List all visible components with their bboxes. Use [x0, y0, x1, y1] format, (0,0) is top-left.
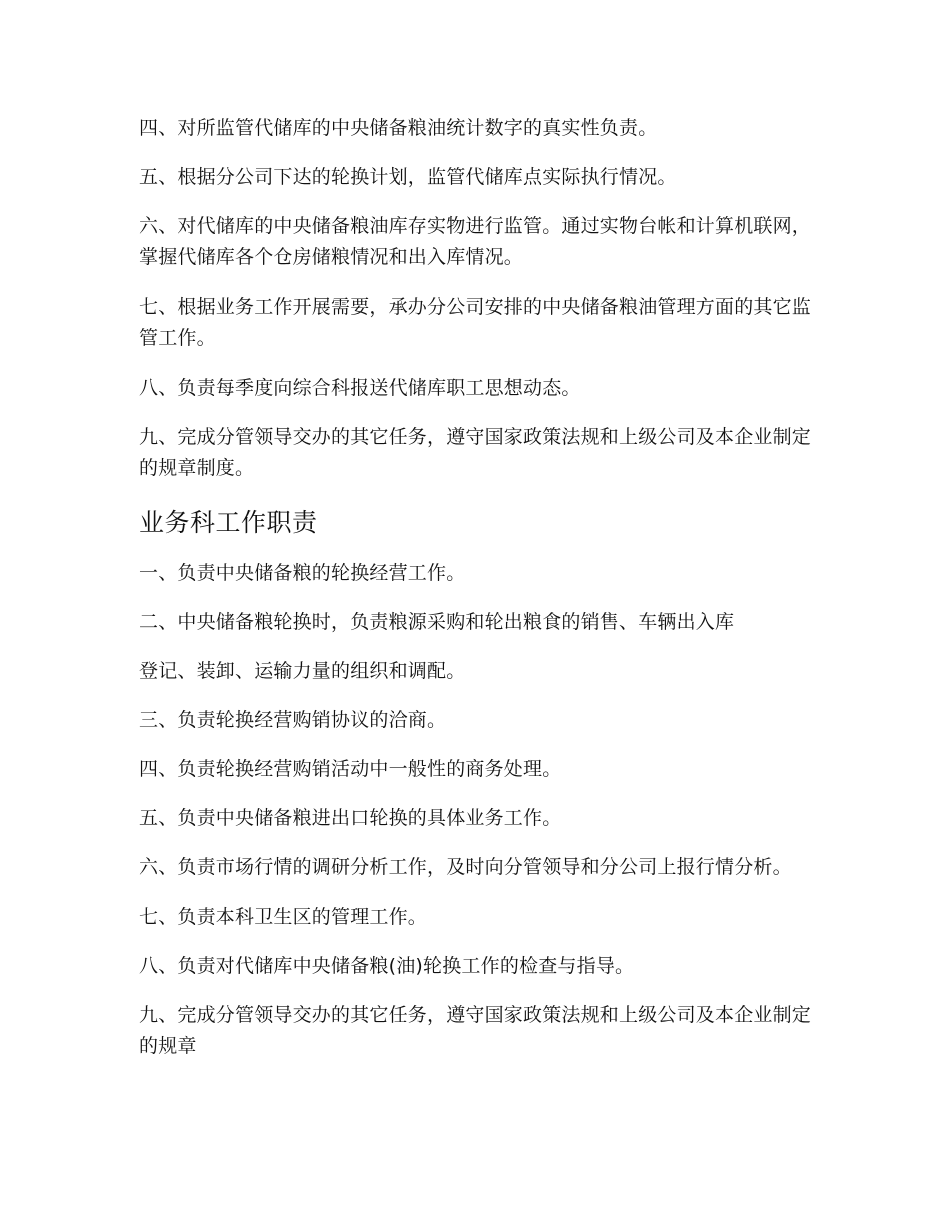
business-duty-5: 五、负责中央储备粮进出口轮换的具体业务工作。: [139, 807, 562, 829]
business-duty-1: 一、负责中央储备粮的轮换经营工作。: [139, 562, 466, 584]
duty-item-4: 四、对所监管代储库的中央储备粮油统计数字的真实性负责。: [139, 117, 658, 139]
business-duty-2-continued: 登记、装卸、运输力量的组织和调配。: [139, 660, 466, 682]
duty-item-6: 六、对代储库的中央储备粮油库存实物进行监管。通过实物台帐和计算机联网，掌握代储库各个仓房储粮情况和出入库情况。: [139, 215, 812, 268]
business-duty-9: 九、完成分管领导交办的其它任务，遵守国家政策法规和上级公司及本企业制定的规章: [139, 1004, 812, 1057]
business-duty-6: 六、负责市场行情的调研分析工作，及时向分管领导和分公司上报行情分析。: [139, 856, 792, 878]
business-duty-4: 四、负责轮换经营购销活动中一般性的商务处理。: [139, 758, 562, 780]
duty-item-5: 五、根据分公司下达的轮换计划，监管代储库点实际执行情况。: [139, 166, 677, 188]
duty-item-7: 七、根据业务工作开展需要，承办分公司安排的中央储备粮油管理方面的其它监管工作。: [139, 296, 812, 349]
duty-item-8: 八、负责每季度向综合科报送代储库职工思想动态。: [139, 377, 581, 399]
business-duty-7: 七、负责本科卫生区的管理工作。: [139, 906, 428, 928]
business-duty-3: 三、负责轮换经营购销协议的洽商。: [139, 709, 447, 731]
business-duty-2: 二、中央储备粮轮换时，负责粮源采购和轮出粮食的销售、车辆出入库: [139, 611, 735, 633]
document-body: [139, 113, 819, 1081]
duty-item-9: 九、完成分管领导交办的其它任务，遵守国家政策法规和上级公司及本企业制定的规章制度。: [139, 426, 812, 479]
business-duty-8: 八、负责对代储库中央储备粮(油)轮换工作的检查与指导。: [139, 955, 635, 977]
section-heading: 业务科工作职责: [139, 508, 318, 537]
